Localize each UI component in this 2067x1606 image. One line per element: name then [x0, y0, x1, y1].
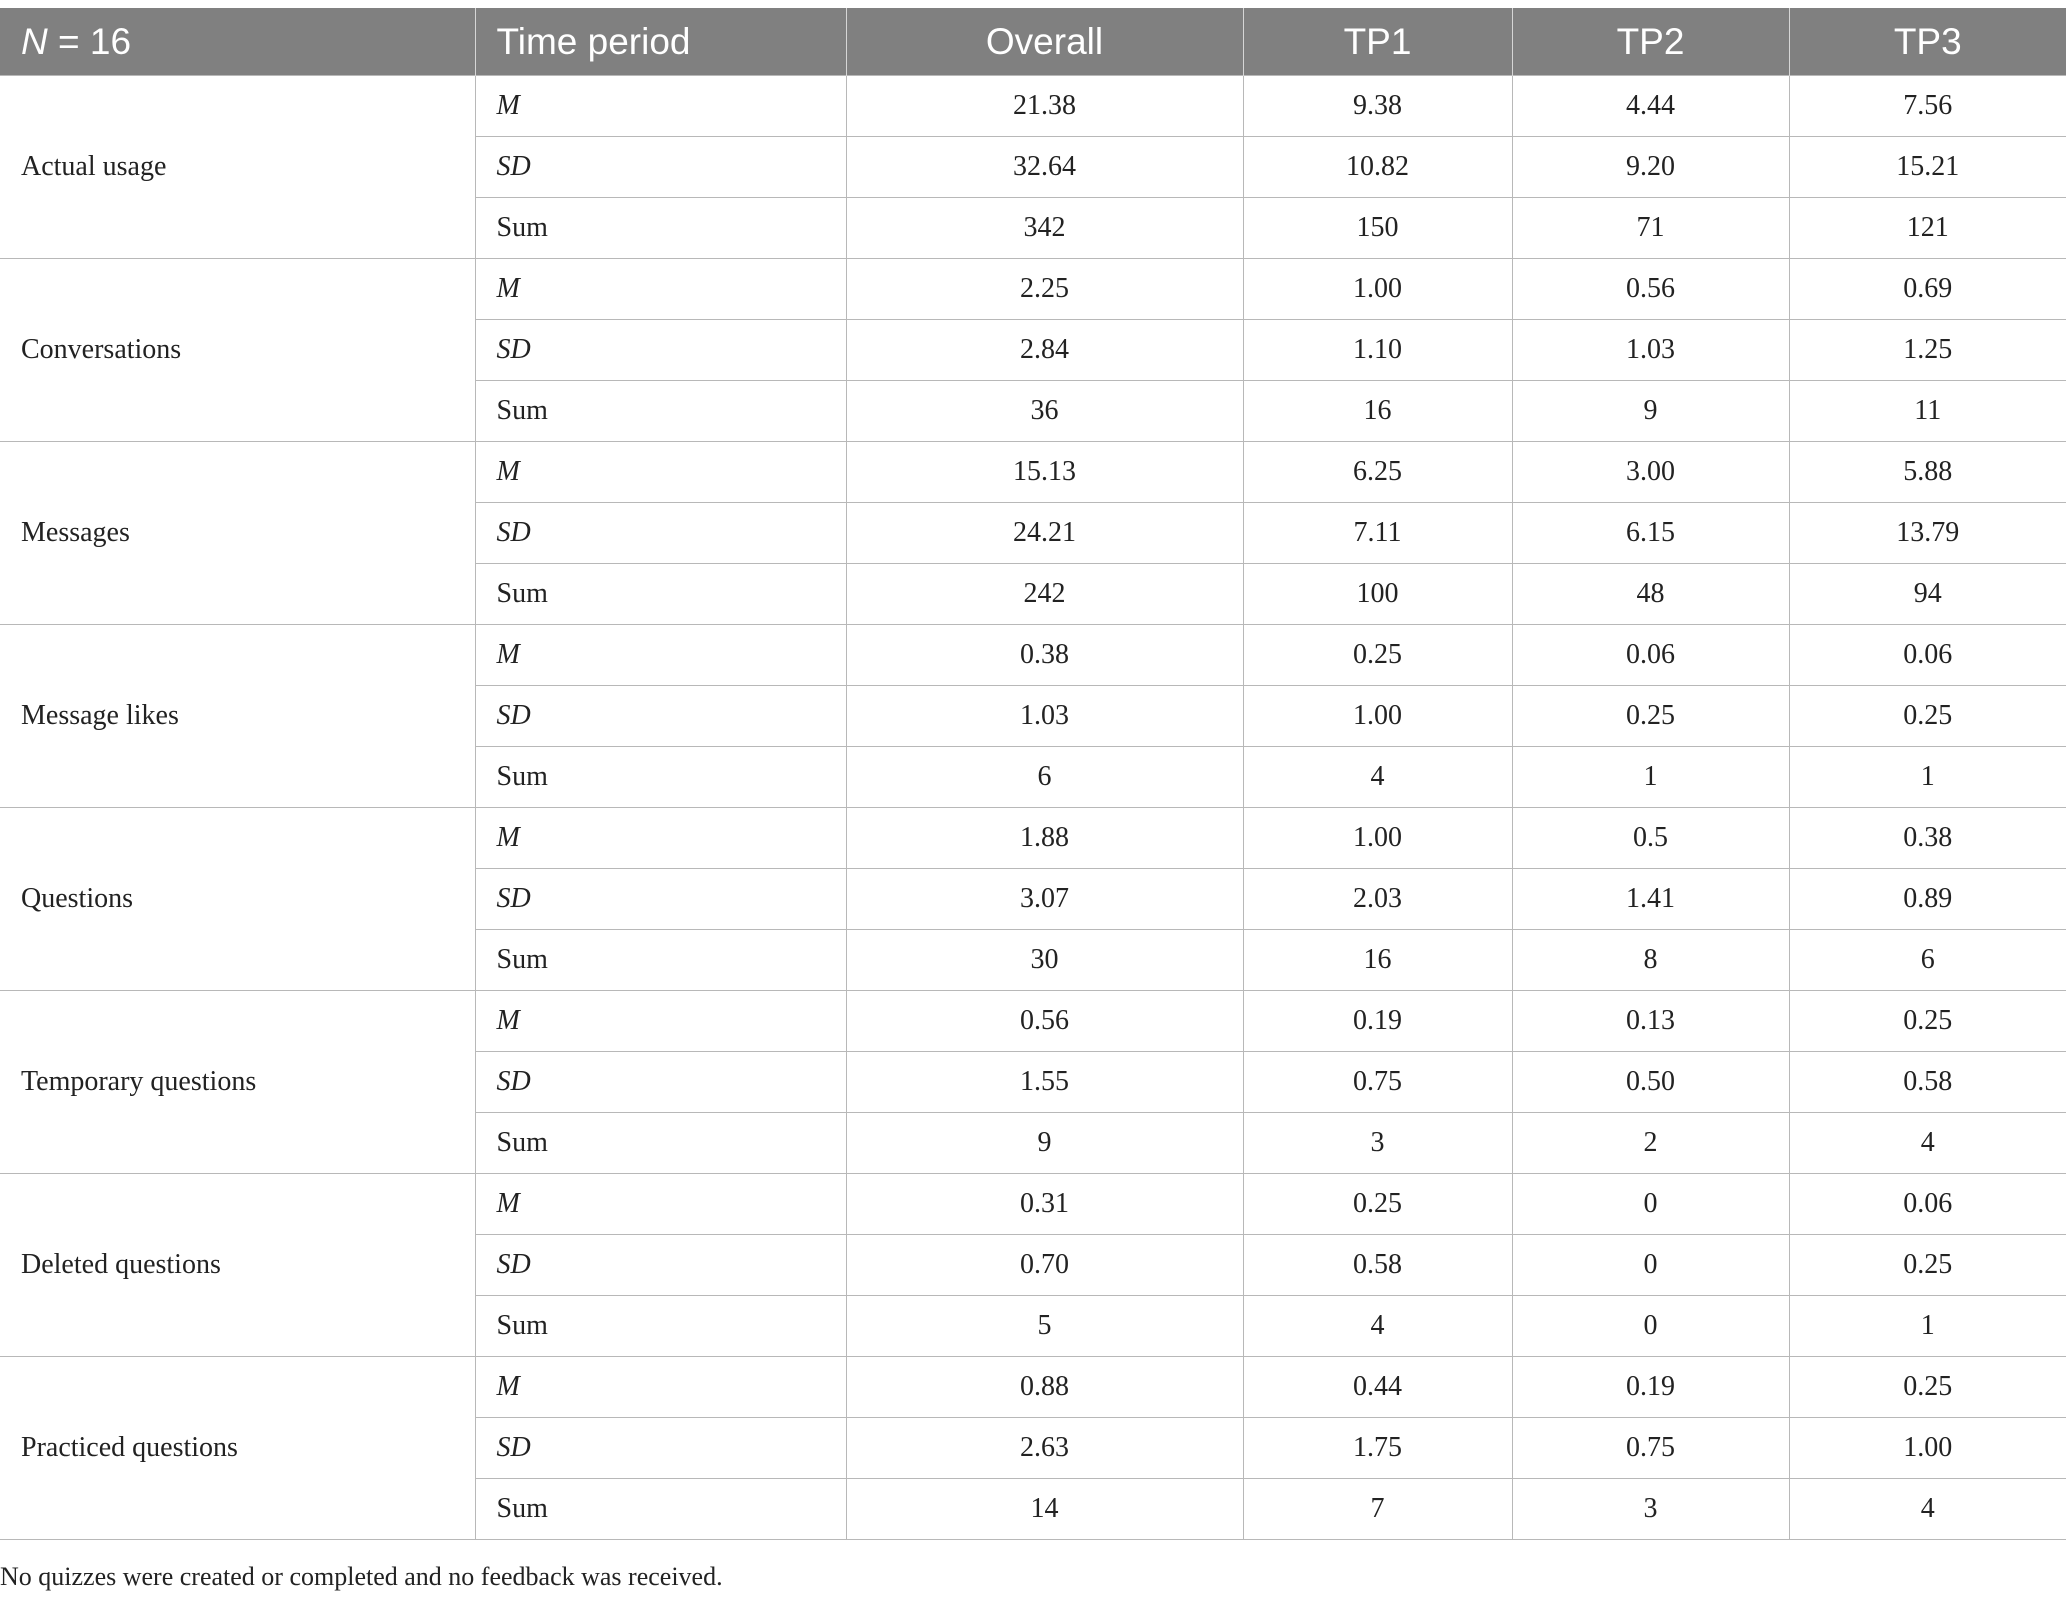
cell-tp3: 0.25: [1789, 991, 2066, 1052]
cell-tp3: 0.69: [1789, 259, 2066, 320]
cell-tp1: 7.11: [1243, 503, 1512, 564]
stat-label-sd: SD: [475, 1235, 846, 1296]
row-group-label: Messages: [0, 442, 475, 625]
cell-overall: 2.84: [846, 320, 1243, 381]
cell-tp2: 0.75: [1512, 1418, 1789, 1479]
stat-label-mean: M: [475, 1174, 846, 1235]
stat-label-sd: SD: [475, 1418, 846, 1479]
cell-tp2: 0.13: [1512, 991, 1789, 1052]
table-row: [0, 1357, 2066, 1418]
cell-tp1: 1.00: [1243, 686, 1512, 747]
cell-overall: 0.70: [846, 1235, 1243, 1296]
cell-tp3: 0.06: [1789, 625, 2066, 686]
cell-tp1: 4: [1243, 747, 1512, 808]
cell-tp3: 0.25: [1789, 1235, 2066, 1296]
cell-tp1: 0.25: [1243, 1174, 1512, 1235]
cell-tp2: 0.50: [1512, 1052, 1789, 1113]
cell-overall: 32.64: [846, 137, 1243, 198]
row-group-label: Temporary questions: [0, 991, 475, 1174]
table-row: [0, 259, 2066, 320]
cell-tp2: 6.15: [1512, 503, 1789, 564]
header-overall: Overall: [846, 8, 1243, 76]
cell-overall: 9: [846, 1113, 1243, 1174]
cell-tp2: 1.41: [1512, 869, 1789, 930]
stat-label-mean: M: [475, 808, 846, 869]
cell-overall: 15.13: [846, 442, 1243, 503]
cell-overall: 1.55: [846, 1052, 1243, 1113]
cell-tp1: 9.38: [1243, 76, 1512, 137]
cell-overall: 2.63: [846, 1418, 1243, 1479]
cell-tp2: 0.56: [1512, 259, 1789, 320]
cell-tp2: 0: [1512, 1296, 1789, 1357]
cell-tp1: 7: [1243, 1479, 1512, 1540]
cell-tp1: 3: [1243, 1113, 1512, 1174]
stat-label-sd: SD: [475, 1052, 846, 1113]
cell-tp2: 3: [1512, 1479, 1789, 1540]
cell-tp1: 0.58: [1243, 1235, 1512, 1296]
cell-tp1: 16: [1243, 381, 1512, 442]
header-tp2: TP2: [1512, 8, 1789, 76]
cell-overall: 0.88: [846, 1357, 1243, 1418]
cell-tp2: 8: [1512, 930, 1789, 991]
stat-label-sum: Sum: [475, 747, 846, 808]
cell-overall: 14: [846, 1479, 1243, 1540]
cell-tp1: 1.00: [1243, 808, 1512, 869]
cell-tp2: 3.00: [1512, 442, 1789, 503]
cell-tp2: 0.19: [1512, 1357, 1789, 1418]
cell-tp1: 6.25: [1243, 442, 1512, 503]
cell-tp2: 0.5: [1512, 808, 1789, 869]
cell-tp3: 4: [1789, 1479, 2066, 1540]
stat-label-sd: SD: [475, 320, 846, 381]
stat-label-sd: SD: [475, 686, 846, 747]
table-row: [0, 991, 2066, 1052]
table-row: [0, 808, 2066, 869]
table-header-row: [0, 8, 2066, 76]
cell-overall: 30: [846, 930, 1243, 991]
stat-label-sd: SD: [475, 503, 846, 564]
stat-label-sum: Sum: [475, 1479, 846, 1540]
cell-tp1: 1.00: [1243, 259, 1512, 320]
row-group-label: Message likes: [0, 625, 475, 808]
cell-tp3: 1.00: [1789, 1418, 2066, 1479]
stat-label-mean: M: [475, 76, 846, 137]
cell-overall: 0.31: [846, 1174, 1243, 1235]
cell-tp3: 1.25: [1789, 320, 2066, 381]
cell-tp1: 0.25: [1243, 625, 1512, 686]
cell-tp1: 0.44: [1243, 1357, 1512, 1418]
cell-tp1: 1.75: [1243, 1418, 1512, 1479]
stat-label-sum: Sum: [475, 1113, 846, 1174]
stat-label-mean: M: [475, 625, 846, 686]
cell-tp1: 1.10: [1243, 320, 1512, 381]
cell-tp2: 48: [1512, 564, 1789, 625]
cell-overall: 342: [846, 198, 1243, 259]
cell-tp3: 0.25: [1789, 686, 2066, 747]
cell-tp1: 100: [1243, 564, 1512, 625]
cell-tp2: 9: [1512, 381, 1789, 442]
table-footnote: No quizzes were created or completed and no feedback was received.: [0, 1562, 723, 1591]
cell-tp3: 1: [1789, 1296, 2066, 1357]
cell-tp1: 10.82: [1243, 137, 1512, 198]
stat-label-sum: Sum: [475, 1296, 846, 1357]
stat-label-mean: M: [475, 1357, 846, 1418]
cell-tp1: 16: [1243, 930, 1512, 991]
cell-tp2: 1: [1512, 747, 1789, 808]
table-row: [0, 76, 2066, 137]
stat-label-sum: Sum: [475, 381, 846, 442]
cell-tp3: 4: [1789, 1113, 2066, 1174]
usage-statistics-table: [0, 8, 2066, 1540]
stat-label-sum: Sum: [475, 564, 846, 625]
table-body: [0, 76, 2066, 1540]
cell-overall: 0.56: [846, 991, 1243, 1052]
cell-overall: 1.88: [846, 808, 1243, 869]
header-tp3: TP3: [1789, 8, 2066, 76]
cell-tp1: 150: [1243, 198, 1512, 259]
header-sample-size: [0, 8, 475, 76]
row-group-label: Actual usage: [0, 76, 475, 259]
cell-tp3: 0.38: [1789, 808, 2066, 869]
cell-tp3: 1: [1789, 747, 2066, 808]
stat-label-mean: M: [475, 442, 846, 503]
cell-tp3: 7.56: [1789, 76, 2066, 137]
table-container: [0, 8, 2066, 1540]
cell-tp2: 0: [1512, 1235, 1789, 1296]
row-group-label: Practiced questions: [0, 1357, 475, 1540]
cell-overall: 21.38: [846, 76, 1243, 137]
cell-overall: 24.21: [846, 503, 1243, 564]
cell-overall: 6: [846, 747, 1243, 808]
cell-tp3: 0.25: [1789, 1357, 2066, 1418]
cell-tp2: 9.20: [1512, 137, 1789, 198]
cell-tp2: 4.44: [1512, 76, 1789, 137]
table-row: [0, 625, 2066, 686]
cell-tp1: 0.75: [1243, 1052, 1512, 1113]
cell-tp3: 13.79: [1789, 503, 2066, 564]
cell-tp1: 0.19: [1243, 991, 1512, 1052]
cell-tp3: 94: [1789, 564, 2066, 625]
header-n-symbol: N: [21, 20, 48, 62]
stat-label-mean: M: [475, 259, 846, 320]
cell-tp3: 5.88: [1789, 442, 2066, 503]
stat-label-sd: SD: [475, 869, 846, 930]
table-row: [0, 442, 2066, 503]
cell-tp2: 2: [1512, 1113, 1789, 1174]
cell-tp1: 2.03: [1243, 869, 1512, 930]
cell-tp3: 0.58: [1789, 1052, 2066, 1113]
cell-overall: 5: [846, 1296, 1243, 1357]
cell-tp2: 71: [1512, 198, 1789, 259]
cell-overall: 0.38: [846, 625, 1243, 686]
table-row: [0, 1174, 2066, 1235]
cell-overall: 242: [846, 564, 1243, 625]
cell-overall: 2.25: [846, 259, 1243, 320]
cell-tp2: 0.06: [1512, 625, 1789, 686]
row-group-label: Questions: [0, 808, 475, 991]
header-tp1: TP1: [1243, 8, 1512, 76]
header-time-period: Time period: [475, 8, 846, 76]
cell-tp3: 0.89: [1789, 869, 2066, 930]
cell-tp3: 6: [1789, 930, 2066, 991]
cell-overall: 36: [846, 381, 1243, 442]
cell-overall: 3.07: [846, 869, 1243, 930]
row-group-label: Conversations: [0, 259, 475, 442]
cell-tp3: 15.21: [1789, 137, 2066, 198]
cell-tp3: 0.06: [1789, 1174, 2066, 1235]
cell-tp3: 11: [1789, 381, 2066, 442]
cell-tp2: 1.03: [1512, 320, 1789, 381]
header-n-value: = 16: [47, 20, 132, 62]
stat-label-mean: M: [475, 991, 846, 1052]
stat-label-sum: Sum: [475, 198, 846, 259]
stat-label-sd: SD: [475, 137, 846, 198]
cell-tp3: 121: [1789, 198, 2066, 259]
cell-overall: 1.03: [846, 686, 1243, 747]
cell-tp1: 4: [1243, 1296, 1512, 1357]
cell-tp2: 0.25: [1512, 686, 1789, 747]
cell-tp2: 0: [1512, 1174, 1789, 1235]
row-group-label: Deleted questions: [0, 1174, 475, 1357]
stat-label-sum: Sum: [475, 930, 846, 991]
